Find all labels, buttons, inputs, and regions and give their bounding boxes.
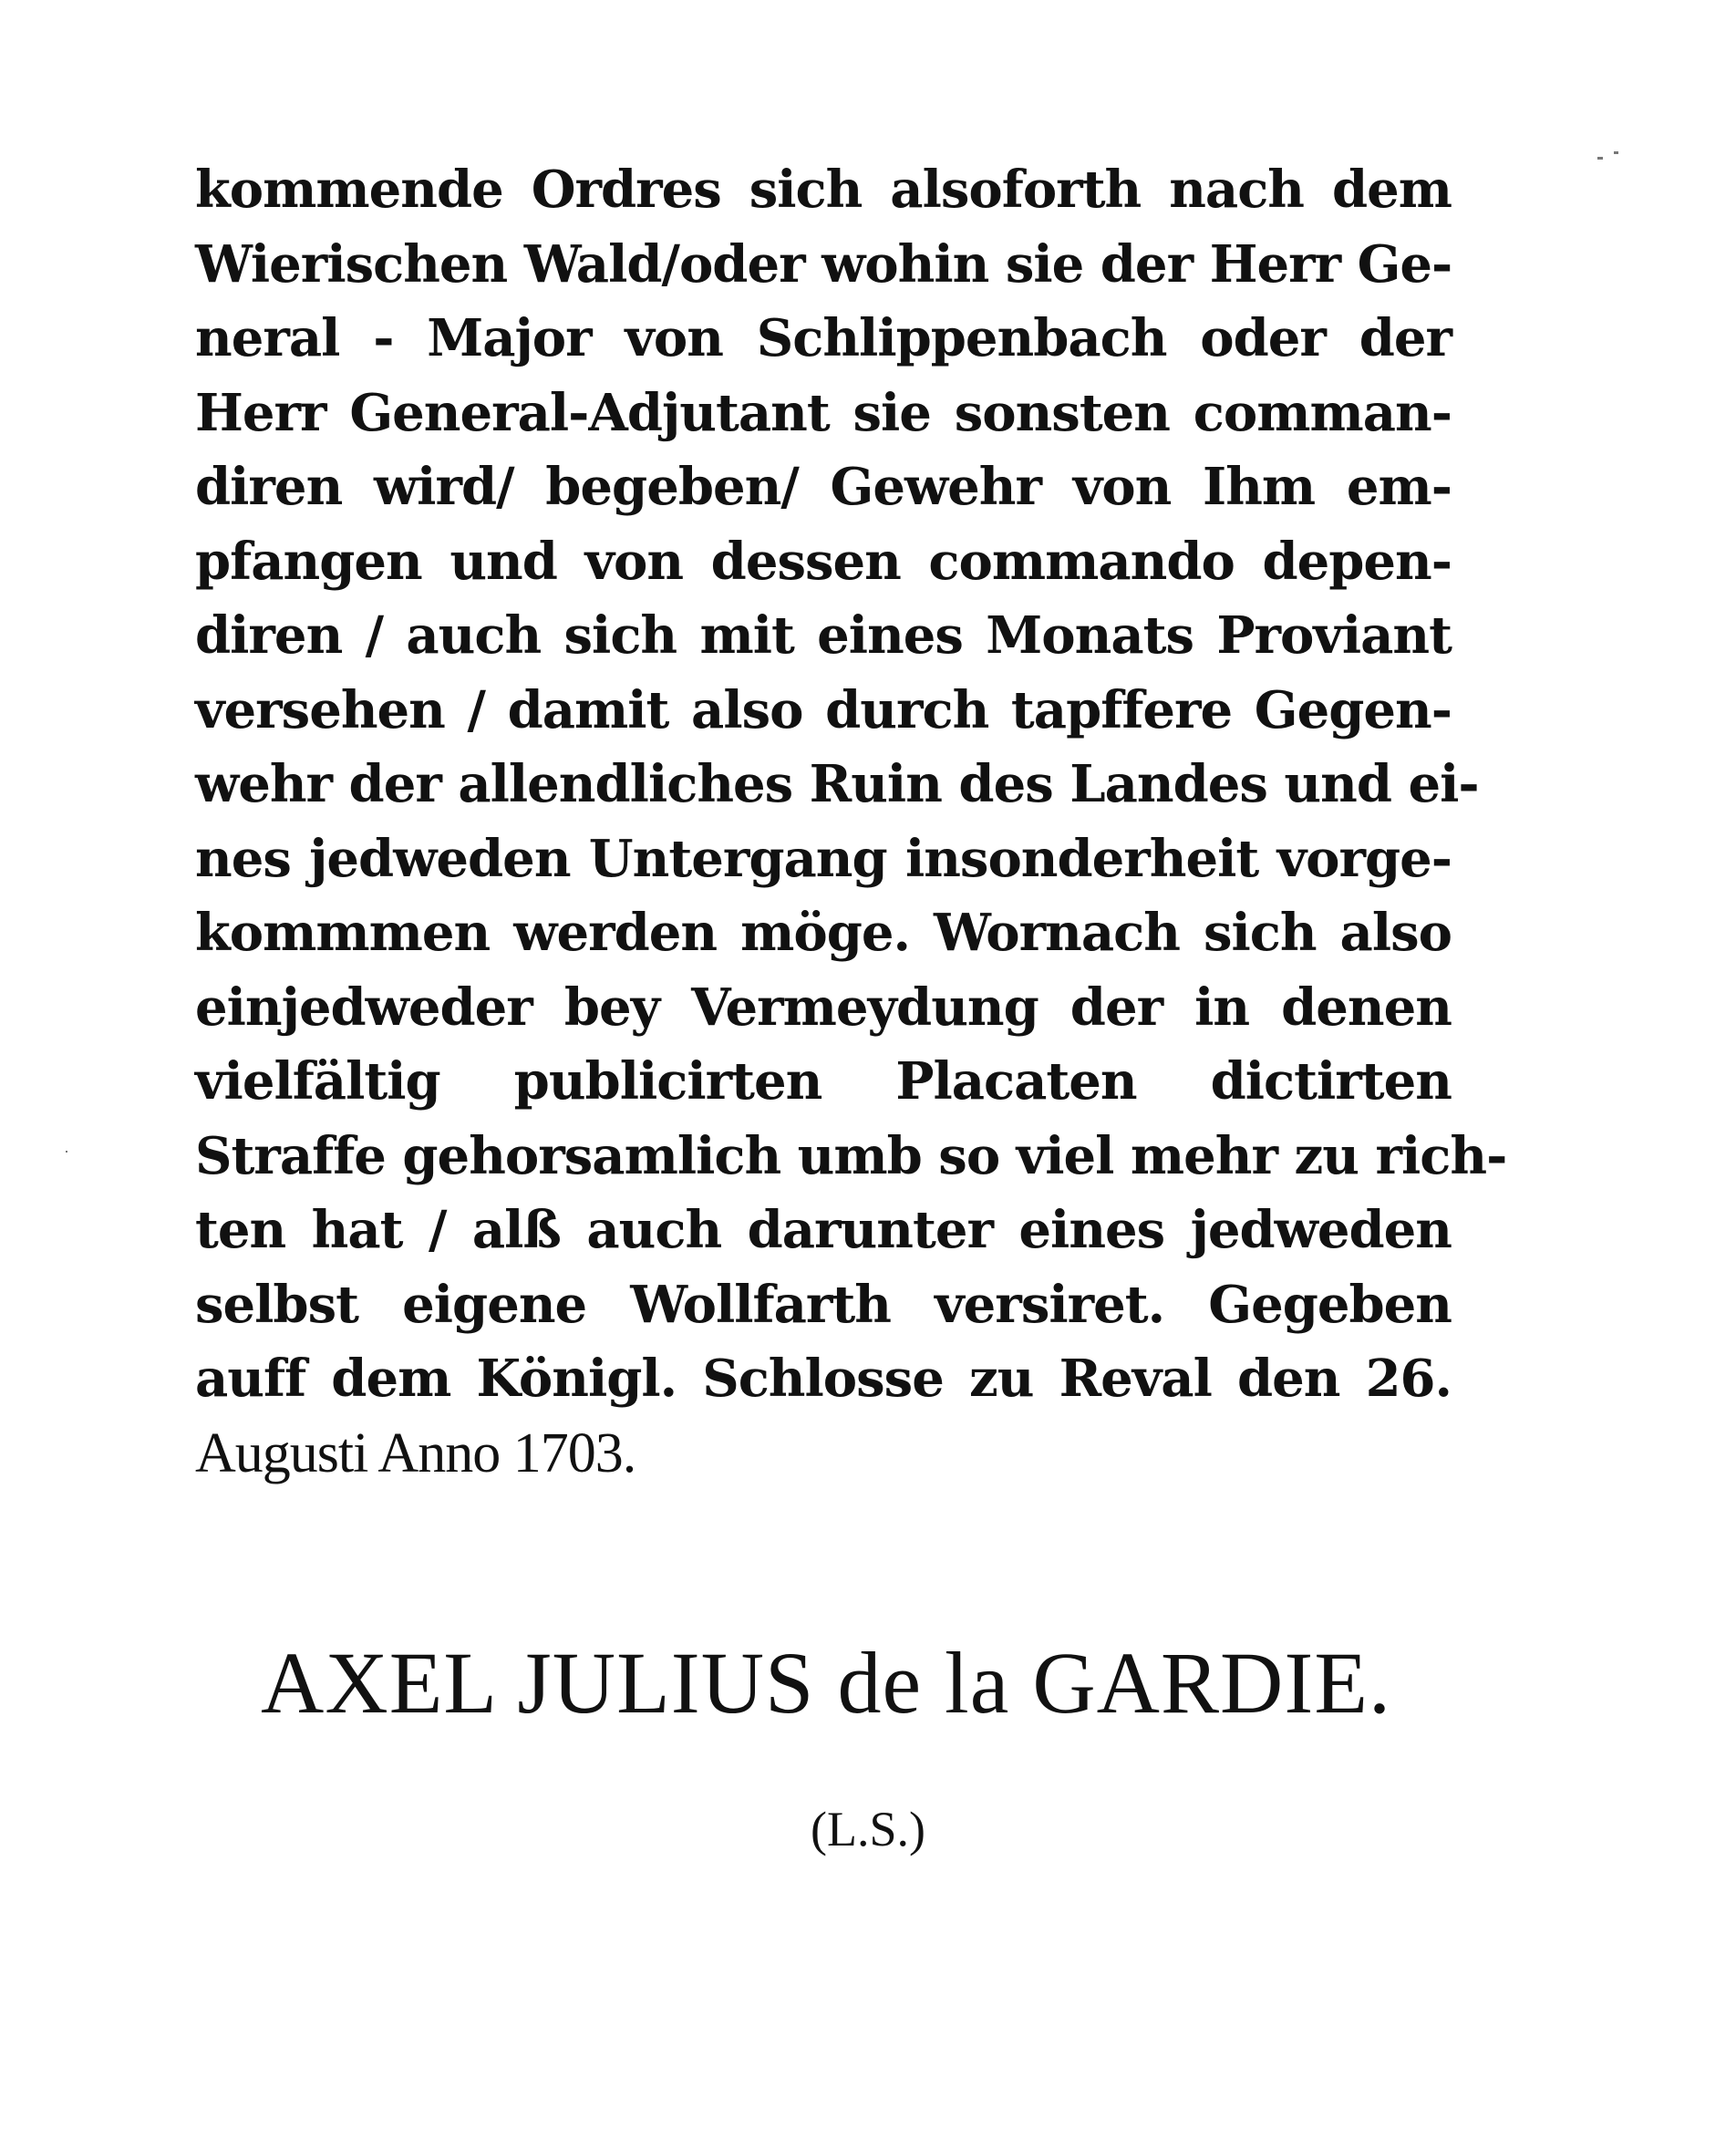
text-line: diren wird/ begeben/ Gewehr von Ihm em- <box>195 457 1452 517</box>
text-line: ten hat / alß auch darunter eines jedweden <box>195 1200 1452 1260</box>
scan-speck <box>1597 157 1603 160</box>
text-line: versehen / damit also durch tapffere Gegen- <box>195 679 1452 740</box>
text-line: diren / auch sich mit eines Monats Proviant <box>195 605 1452 666</box>
text-line: neral - Major von Schlippenbach oder der <box>195 308 1452 368</box>
text-line: auff dem Königl. Schlosse zu Reval den 26. <box>195 1349 1452 1409</box>
text-line: Herr General-Adjutant sie sonsten comman- <box>195 382 1452 443</box>
text-line: einjedweder bey Vermeydung der in denen <box>195 977 1452 1038</box>
text-line: kommmen werden möge. Wornach sich also <box>195 903 1452 963</box>
text-line: pfangen und von dessen commando depen- <box>195 531 1452 592</box>
scan-speck <box>1614 151 1618 154</box>
text-line: nes jedweden Untergang insonderheit vorge- <box>195 828 1452 889</box>
scan-speck <box>66 1151 67 1153</box>
text-line: selbst eigene Wollfarth versiret. Gegeben <box>195 1274 1452 1335</box>
text-line: Wierischen Wald/oder wohin sie der Herr Ge- <box>195 233 1452 295</box>
seal-mark: (L.S.) <box>811 1802 925 1856</box>
text-line: vielfältig publicirten Placaten dictirten <box>195 1051 1452 1112</box>
text-line: kommende Ordres sich alsoforth nach dem <box>195 160 1452 220</box>
text-line: wehr der allendliches Ruin des Landes und ei- <box>195 754 1479 814</box>
body-text <box>195 153 1507 1491</box>
signature: AXEL JULIUS de la GARDIE. <box>261 1634 1391 1732</box>
text-line: Straffe gehorsamlich umb so viel mehr zu rich- <box>195 1125 1507 1186</box>
date-line: Augusti Anno 1703. <box>195 1422 636 1484</box>
